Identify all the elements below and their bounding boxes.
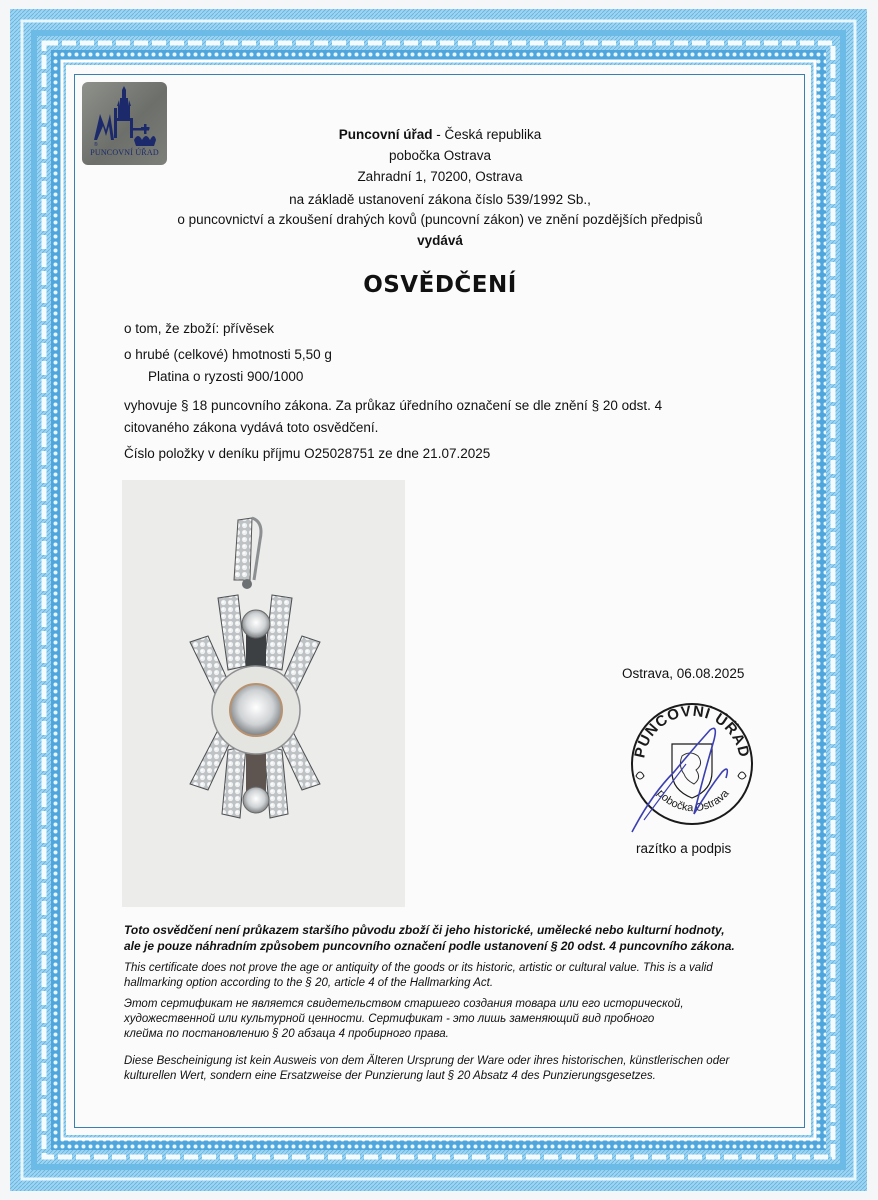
disclaimer-cz-1: Toto osvědčení není průkazem staršího původu zboží či jeho historické, umělecké nebo kulturní hodnoty, xyxy=(124,923,725,937)
place-and-date: Ostrava, 06.08.2025 xyxy=(622,666,745,681)
disclaimer-en-1: This certificate does not prove the age or antiquity of the goods or its historic, artistic or cultural value. This is a valid xyxy=(124,962,713,974)
metal-fineness: Platina o ryzosti 900/1000 xyxy=(148,369,304,384)
issues-label: vydává xyxy=(417,233,463,248)
office-name xyxy=(120,127,760,143)
stamp-seal-icon xyxy=(622,694,760,834)
item-number: Číslo položky v deníku příjmu O25028751 ze dne 21.07.2025 xyxy=(124,446,491,461)
disclaimer-cz-2: ale je pouze náhradním způsobem puncovního označení podle ustanovení § 20 odst. 4 puncovního zákona. xyxy=(124,939,735,953)
disclaimer-de-1: Diese Bescheinigung ist kein Ausweis von dem Älteren Ursprung der Ware oder ihres historischen, künstlerischen oder xyxy=(124,1055,730,1067)
leaf-ornament-icon xyxy=(738,772,746,779)
registered-mark: ® xyxy=(94,142,98,148)
gross-weight: o hrubé (celkové) hmotnosti 5,50 g xyxy=(124,347,332,362)
office-branch: pobočka Ostrava xyxy=(388,148,492,163)
office-country: - Česká republika xyxy=(432,127,542,142)
disclaimer-de-2: kulturellen Wert, sondern eine Ersatzweise der Punzierung laut § 20 Absatz 4 des Punzierungsgesetzes. xyxy=(124,1070,656,1082)
disclaimer-en-2: hallmarking option according to the § 20, article 4 of the Hallmarking Act. xyxy=(124,977,494,989)
pendant-illustration xyxy=(122,480,405,907)
disclaimer-ru-1: Этот сертификат не является свидетельством старшего создания товара или его исторической, xyxy=(124,998,684,1010)
stamp-top-text: PUNCOVNÍ ÚŘAD xyxy=(631,702,753,760)
office-address: Zahradní 1, 70200, Ostrava xyxy=(357,169,523,184)
law-title: o puncovnictví a zkoušení drahých kovů (puncovní zákon) ve znění pozdějších předpisů xyxy=(177,212,703,227)
certificate-title: OSVĚDČENÍ xyxy=(363,272,517,298)
compliance-text-1: vyhovuje § 18 puncovního zákona. Za průkaz úředního označení se dle znění § 20 odst. 4 xyxy=(124,398,663,413)
stamp-bottom-text: pobočka Ostrava xyxy=(654,787,732,815)
law-reference: na základě ustanovení zákona číslo 539/1992 Sb., xyxy=(289,192,591,207)
leaf-ornament-icon xyxy=(636,772,644,779)
pendant-photo xyxy=(122,480,405,907)
logo-text: PUNCOVNÍ ÚŘAD xyxy=(90,148,159,157)
office-name-bold: Puncovní úřad xyxy=(338,127,433,142)
compliance-text-2: citovaného zákona vydává toto osvědčení. xyxy=(124,420,379,435)
stamp-signature-label: razítko a podpis xyxy=(636,841,732,856)
goods-type: o tom, že zboží: přívěsek xyxy=(124,321,275,336)
disclaimer-ru-2: художественной или культурной ценности. Сертификат - это лишь заменяющий вид пробного xyxy=(124,1013,655,1025)
official-stamp xyxy=(622,694,760,834)
disclaimer-ru-3: клейма по постановлению § 20 абзаца 4 пробирного права. xyxy=(124,1028,449,1040)
